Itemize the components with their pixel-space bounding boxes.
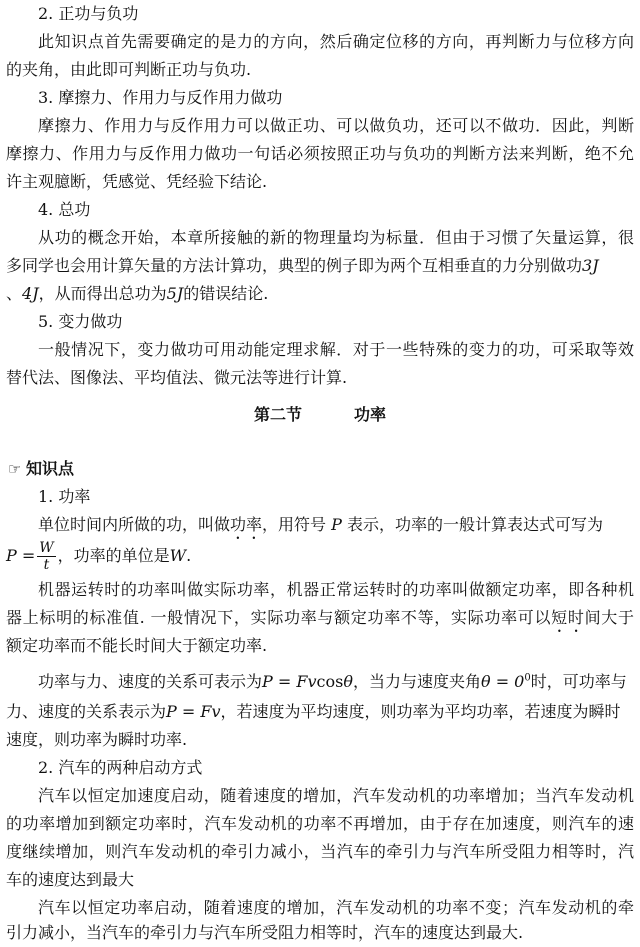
paragraph-line: 汽车以恒定功率启动，随着速度的增加，汽车发动机的功率不变；汽车发动机的牵 <box>38 898 634 917</box>
heading-friction-work: 3. 摩擦力、作用力与反作用力做功 <box>38 88 283 107</box>
heading-variable-force-work: 5. 变力做功 <box>38 312 123 331</box>
paragraph-line: 度继续增加，则汽车发动机的牵引力减小，当汽车的牵引力与汽车所受阻力相等时，汽 <box>6 842 634 861</box>
paragraph-line: 机器运转时的功率叫做实际功率，机器正常运转时的功率叫做额定功率，即各种机 <box>38 580 634 599</box>
paragraph-line: 单位时间内所做的功，叫做功率，用符号 P 表示，功率的一般计算表达式可写为 <box>38 515 604 534</box>
paragraph-line: 替代法、图像法、平均值法、微元法等进行计算. <box>6 368 348 387</box>
fraction: $\frac{W}{t}$ <box>39 540 54 573</box>
knowledge-point-heading: ☞ 知识点 <box>8 455 74 484</box>
paragraph-line: 摩擦力、作用力与反作用力做功一句话必须按照正功与负功的判断方法来判断，绝不允 <box>6 144 634 163</box>
pointing-hand-icon: ☞ <box>8 460 22 478</box>
formula-line: P = $\frac{W}{t}$ ，功率的单位是W. <box>6 540 192 573</box>
paragraph-line: 额定功率而不能长时间大于额定功率. <box>6 636 268 655</box>
paragraph-line: 一般情况下，变力做功可用动能定理求解．对于一些特殊的变力的功，可采取等效 <box>38 340 634 359</box>
heading-car-start-modes: 2. 汽车的两种启动方式 <box>38 758 203 777</box>
paragraph-line: 器上标明的标准值. 一般情况下，实际功率与额定功率不等，实际功率可以短时间大于 <box>6 608 634 627</box>
paragraph-line: 引力减小，当汽车的牵引力与汽车所受阻力相等时，汽车的速度达到最大. <box>6 923 524 942</box>
paragraph-line: 、4J，从而得出总功为5J的错误结论. <box>6 284 269 303</box>
paragraph-line: 汽车以恒定加速度启动，随着速度的增加，汽车发动机的功率增加；当汽车发动机 <box>38 786 634 805</box>
heading-power: 1. 功率 <box>38 487 91 506</box>
section-title: 第二节 功率 <box>253 405 387 424</box>
heading-positive-negative-work: 2. 正功与负功 <box>38 4 139 23</box>
paragraph-line: 速度，则功率为瞬时功率. <box>6 730 188 749</box>
paragraph-line: 功率与力、速度的关系可表示为P = Fvcosθ，当力与速度夹角$\theta = 0^0$时，可功率与 <box>38 672 627 691</box>
paragraph-line: 此知识点首先需要确定的是力的方向，然后确定位移的方向，再判断力与位移方向 <box>38 32 634 51</box>
paragraph-line: 许主观臆断，凭感觉、凭经验下结论. <box>6 172 268 191</box>
heading-total-work: 4. 总功 <box>38 200 91 219</box>
paragraph-line: 的夹角，由此即可判断正功与负功. <box>6 60 252 79</box>
paragraph-line: 从功的概念开始，本章所接触的新的物理量均为标量．但由于习惯了矢量运算，很 <box>38 228 634 247</box>
paragraph-line: 摩擦力、作用力与反作用力可以做正功、可以做负功，还可以不做功．因此，判断 <box>38 116 634 135</box>
paragraph-line: 车的速度达到最大 <box>6 870 135 889</box>
paragraph-line: 多同学也会用计算矢量的方法计算功，典型的例子即为两个互相垂直的力分别做功3J <box>6 256 599 275</box>
paragraph-line: 的功率增加到额定功率时，汽车发动机的功率不再增加，由于存在加速度，则汽车的速 <box>6 814 634 833</box>
paragraph-line: 力、速度的关系表示为P = Fv，若速度为平均速度，则功率为平均功率，若速度为瞬时 <box>6 702 621 721</box>
